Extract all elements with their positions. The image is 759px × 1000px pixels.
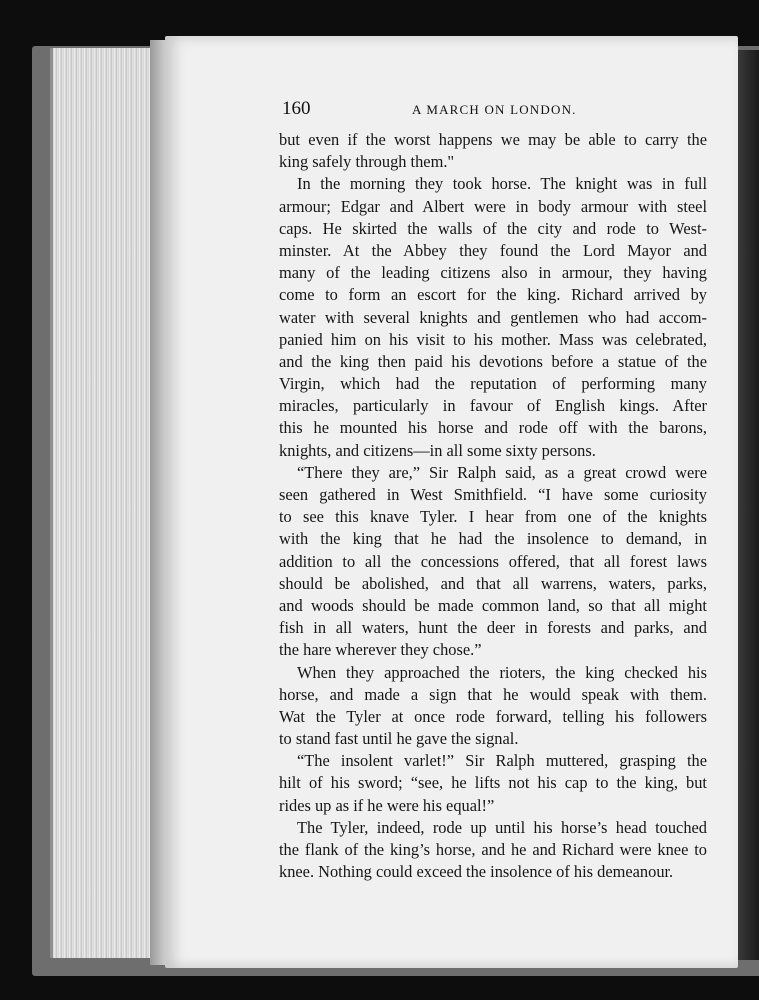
- text-line: rides up as if he were his equal!”: [279, 795, 495, 815]
- text-line: the hare wherever they chose.”: [279, 640, 482, 660]
- text-line: “There they are,” Sir Ralph said, as a great crowd were: [297, 462, 707, 482]
- text-line: and woods should be made common land, so that all might: [279, 595, 707, 615]
- text-line: knee. Nothing could exceed the insolence of his demeanour.: [279, 862, 674, 882]
- text-line: panied him on his visit to his mother. Mass was celebrated,: [279, 329, 707, 349]
- text-line: armour; Edgar and Albert were in body armour with steel: [279, 196, 707, 216]
- facing-page-edge: [738, 50, 759, 960]
- running-head: A MARCH ON LONDON.: [412, 102, 577, 117]
- text-line: Wat the Tyler at once rode forward, telling his followers: [279, 706, 707, 726]
- text-line: caps. He skirted the walls of the city and rode to West-: [279, 218, 707, 238]
- text-line: “The insolent varlet!” Sir Ralph muttered, grasping the: [297, 751, 707, 771]
- text-line: should be abolished, and that all warrens, waters, parks,: [279, 573, 707, 593]
- text-line: with the king that he had the insolence to demand, in: [279, 529, 707, 549]
- text-line: seen gathered in West Smithfield. “I have some curiosity: [279, 485, 707, 504]
- text-line: hilt of his sword; “see, he lifts not his cap to the king, but: [279, 773, 707, 793]
- text-line: When they approached the rioters, the king checked his: [297, 662, 707, 682]
- text-line: the flank of the king’s horse, and he and Richard were knee to: [279, 840, 707, 859]
- text-line: minster. At the Abbey they found the Lord Mayor and: [279, 240, 707, 260]
- text-line: this he mounted his horse and rode off with the barons,: [279, 418, 707, 438]
- text-line: horse, and made a sign that he would speak with them.: [279, 684, 707, 704]
- text-line: addition to all the concessions offered, that all forest laws: [279, 551, 707, 571]
- page-block-edges: [50, 48, 165, 958]
- text-line: The Tyler, indeed, rode up until his horse’s head touched: [297, 817, 707, 837]
- text-line: king safely through them.": [279, 152, 455, 172]
- text-line: knights, and citizens—in all some sixty persons.: [279, 440, 596, 460]
- text-line: but even if the worst happens we may be able to carry the: [279, 130, 707, 149]
- text-line: In the morning they took horse. The knight was in full: [297, 174, 707, 194]
- page-number: 160: [282, 98, 311, 119]
- text-line: Virgin, which had the reputation of performing many: [279, 374, 707, 394]
- text-line: fish in all waters, hunt the deer in forests and parks, and: [279, 618, 707, 638]
- page-header: [282, 98, 702, 122]
- text-line: water with several knights and gentlemen who had accom-: [279, 307, 707, 327]
- body-text: [279, 129, 707, 883]
- text-line: to stand fast until he gave the signal.: [279, 729, 519, 749]
- text-line: to see this knave Tyler. I hear from one of the knights: [279, 507, 707, 527]
- text-line: many of the leading citizens also in armour, they having: [279, 263, 707, 283]
- text-line: miracles, particularly in favour of English kings. After: [279, 396, 707, 416]
- text-line: and the king then paid his devotions before a statue of the: [279, 351, 707, 371]
- text-line: come to form an escort for the king. Richard arrived by: [279, 285, 707, 305]
